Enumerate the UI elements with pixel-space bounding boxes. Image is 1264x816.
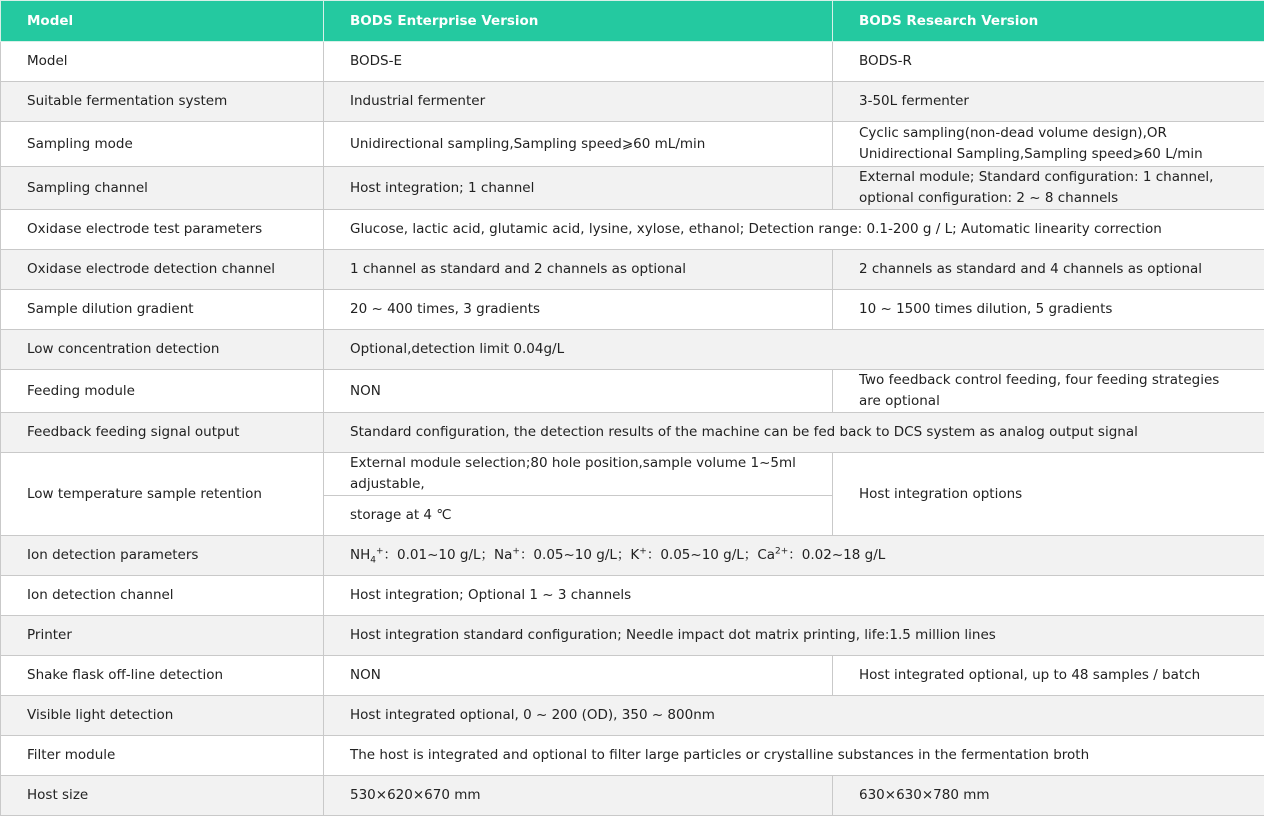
ion-ca: Ca — [757, 547, 775, 563]
shared-value: Host integrated optional, 0 ~ 200 (OD), 350 ~ 800nm — [324, 696, 1264, 736]
table-row — [1, 656, 1264, 696]
row-label: Suitable fermentation system — [1, 82, 324, 122]
shared-value: Host integration; Optional 1 ~ 3 channels — [324, 576, 1264, 616]
ion-na-sup: + — [512, 547, 520, 557]
research-value: 3-50L fermenter — [833, 82, 1264, 122]
row-label: Shake flask off-line detection — [1, 656, 324, 696]
row-label: Printer — [1, 616, 324, 656]
table-row — [1, 42, 1264, 82]
table-row — [1, 122, 1264, 167]
table-row — [1, 330, 1264, 370]
table-row — [1, 167, 1264, 210]
ion-nh4-sup: + — [376, 547, 384, 557]
table-row — [1, 696, 1264, 736]
enterprise-value: 20 ~ 400 times, 3 gradients — [324, 290, 833, 330]
table-row — [1, 210, 1264, 250]
table-row — [1, 290, 1264, 330]
row-label: Sampling mode — [1, 122, 324, 167]
table-row — [1, 736, 1264, 776]
header-enterprise: BODS Enterprise Version — [324, 1, 833, 42]
ion-k-value: ：0.05~10 g/L； — [647, 547, 757, 563]
enterprise-value: 1 channel as standard and 2 channels as optional — [324, 250, 833, 290]
table-row — [1, 616, 1264, 656]
ion-ca-value: ：0.02~18 g/L — [788, 547, 885, 563]
research-value: BODS-R — [833, 42, 1264, 82]
ion-k: K — [630, 547, 639, 563]
ion-nh4-sub: 4 — [370, 556, 376, 566]
ion-na-value: ：0.05~10 g/L； — [520, 547, 630, 563]
research-value: Host integration options — [833, 453, 1264, 536]
shared-value: Optional,detection limit 0.04g/L — [324, 330, 1264, 370]
table-row — [1, 250, 1264, 290]
table-row — [1, 453, 1264, 496]
ion-ca-sup: 2+ — [775, 547, 788, 557]
row-label: Model — [1, 42, 324, 82]
table-row — [1, 370, 1264, 413]
row-label: Low concentration detection — [1, 330, 324, 370]
shared-value: Glucose, lactic acid, glutamic acid, lysine, xylose, ethanol; Detection range: 0.1-200 g / L; Automatic linearity correction — [324, 210, 1264, 250]
ion-nh4-value: ：0.01~10 g/L； — [384, 547, 494, 563]
research-value: 2 channels as standard and 4 channels as optional — [833, 250, 1264, 290]
research-value: Host integrated optional, up to 48 samples / batch — [833, 656, 1264, 696]
enterprise-value-bottom: storage at 4 ℃ — [324, 496, 833, 536]
research-value: 10 ~ 1500 times dilution, 5 gradients — [833, 290, 1264, 330]
row-label: Low temperature sample retention — [1, 453, 324, 536]
enterprise-value: NON — [324, 370, 833, 413]
row-label: Visible light detection — [1, 696, 324, 736]
table-row — [1, 776, 1264, 816]
row-label: Oxidase electrode detection channel — [1, 250, 324, 290]
row-label: Ion detection channel — [1, 576, 324, 616]
table-row — [1, 413, 1264, 453]
table-row — [1, 82, 1264, 122]
enterprise-value: Industrial fermenter — [324, 82, 833, 122]
ion-na: Na — [494, 547, 512, 563]
enterprise-value: Host integration; 1 channel — [324, 167, 833, 210]
row-label: Host size — [1, 776, 324, 816]
row-label: Sample dilution gradient — [1, 290, 324, 330]
ion-k-sup: + — [639, 547, 647, 557]
shared-value: Host integration standard configuration; Needle impact dot matrix printing, life:1.5 million lines — [324, 616, 1264, 656]
shared-value: Standard configuration, the detection results of the machine can be fed back to DCS system as analog output signal — [324, 413, 1264, 453]
row-label: Feedback feeding signal output — [1, 413, 324, 453]
row-label: Sampling channel — [1, 167, 324, 210]
research-value: Two feedback control feeding, four feeding strategies are optional — [833, 370, 1264, 413]
header-research: BODS Research Version — [833, 1, 1264, 42]
shared-value: The host is integrated and optional to filter large particles or crystalline substances in the fermentation broth — [324, 736, 1264, 776]
row-label: Oxidase electrode test parameters — [1, 210, 324, 250]
ion-parameters — [324, 536, 1264, 576]
enterprise-value: NON — [324, 656, 833, 696]
table-row — [1, 536, 1264, 576]
enterprise-value: 530×620×670 mm — [324, 776, 833, 816]
research-value: 630×630×780 mm — [833, 776, 1264, 816]
row-label: Filter module — [1, 736, 324, 776]
ion-nh4: NH — [350, 547, 370, 563]
enterprise-value-top: External module selection;80 hole position,sample volume 1~5ml adjustable, — [324, 453, 833, 496]
enterprise-value: Unidirectional sampling,Sampling speed⩾60 mL/min — [324, 122, 833, 167]
header-row — [1, 1, 1264, 42]
row-label: Feeding module — [1, 370, 324, 413]
row-label: Ion detection parameters — [1, 536, 324, 576]
header-model: Model — [1, 1, 324, 42]
table-row — [1, 576, 1264, 616]
research-value: External module; Standard configuration: 1 channel, optional configuration: 2 ~ 8 channels — [833, 167, 1264, 210]
research-value: Cyclic sampling(non-dead volume design),OR Unidirectional Sampling,Sampling speed⩾60 L/min — [833, 122, 1264, 167]
enterprise-value: BODS-E — [324, 42, 833, 82]
